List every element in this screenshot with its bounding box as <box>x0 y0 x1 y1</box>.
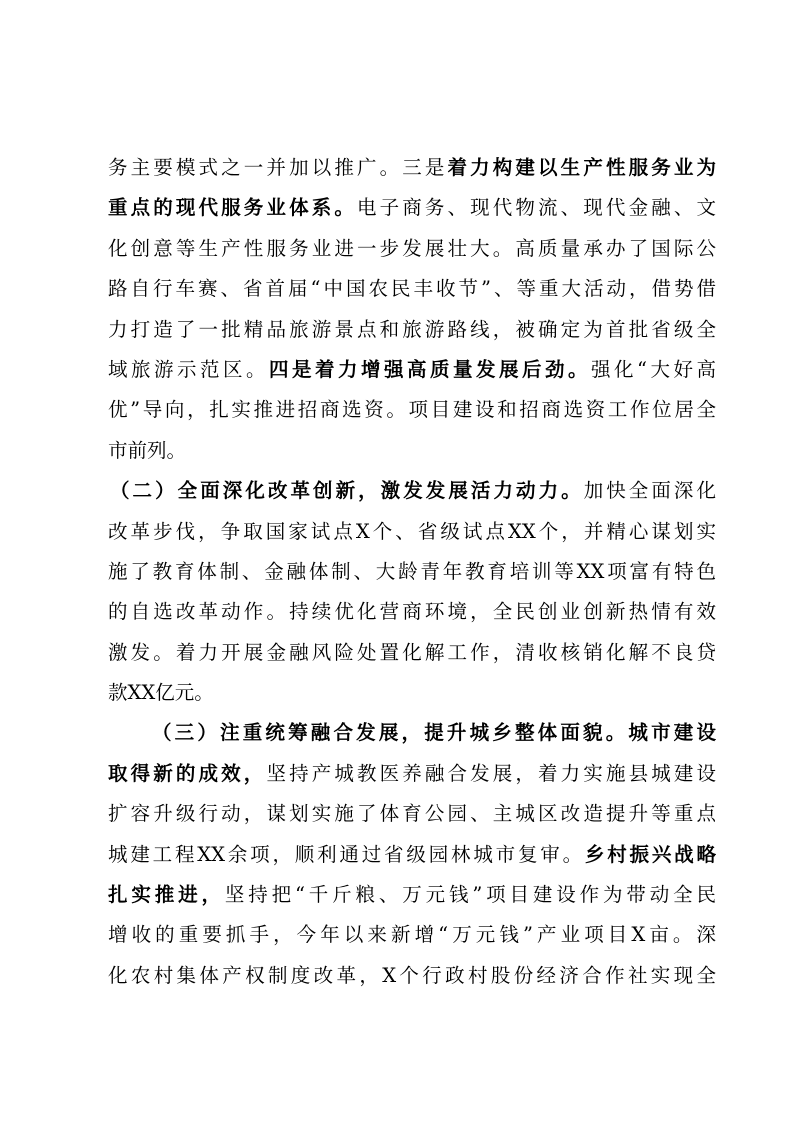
text-segment: 化农村集体产权制度改革，X个行政村股份经济合作社实现全 <box>108 963 716 987</box>
bold-text-segment: 重点的现代服务业体系。 <box>108 196 357 220</box>
text-segment: 增收的重要抓手，今年以来新增“万元钱”产业项目X亩。深 <box>108 923 716 947</box>
text-line <box>108 592 716 632</box>
text-segment: 坚持把“千斤粮、万元钱”项目建设作为带动全民 <box>224 883 716 907</box>
text-line <box>108 350 716 390</box>
text-segment: 力打造了一批精品旅游景点和旅游路线，被确定为首批省级全 <box>108 317 716 341</box>
bold-text-segment: 扎实推进， <box>108 883 225 907</box>
text-segment: 款XX亿元。 <box>108 681 214 705</box>
bold-text-segment: 取得新的成效， <box>108 761 267 785</box>
text-line <box>108 229 716 269</box>
bold-text-segment: （二）全面深化改革创新，激发发展活力动力。 <box>110 479 584 503</box>
text-segment: 电子商务、现代物流、现代金融、文 <box>356 196 716 220</box>
text-line <box>108 915 716 955</box>
text-line <box>108 713 716 753</box>
text-line <box>108 673 716 713</box>
text-line <box>108 835 716 875</box>
text-line <box>108 956 716 996</box>
text-line <box>108 188 716 228</box>
text-line <box>108 310 716 350</box>
text-segment: 强化“大好高 <box>591 357 716 381</box>
text-line <box>108 875 716 915</box>
text-segment: 务主要模式之一并加以推广。三是 <box>108 156 448 179</box>
text-segment: 扩容升级行动，谋划实施了体育公园、主城区改造提升等重点 <box>108 802 716 826</box>
text-line <box>108 471 716 511</box>
text-line <box>108 390 716 430</box>
text-segment: 优”导向，扎实推进招商选资。项目建设和招商选资工作位居全 <box>108 398 716 422</box>
text-line <box>108 794 716 834</box>
bold-text-segment: 乡村振兴战略 <box>584 842 716 866</box>
text-line <box>108 754 716 794</box>
text-segment: 施了教育体制、金融体制、大龄青年教育培训等XX项富有特色 <box>108 559 716 583</box>
bold-text-segment: 着力构建以生产性服务业为 <box>447 156 716 179</box>
text-segment: 的自选改革动作。持续优化营商环境，全民创业创新热情有效 <box>108 600 716 624</box>
document-body <box>108 148 716 996</box>
text-segment: 域旅游示范区。 <box>108 357 269 381</box>
text-line <box>108 552 716 592</box>
text-segment: 化创意等生产性服务业进一步发展壮大。高质量承办了国际公 <box>108 236 716 260</box>
text-line <box>108 512 716 552</box>
text-line <box>108 148 716 188</box>
text-line <box>108 633 716 673</box>
bold-text-segment: （三）注重统筹融合发展，提升城乡整体面貌。城市建设 <box>152 721 716 745</box>
text-segment: 城建工程XX余项，顺利通过省级园林城市复审。 <box>108 842 585 866</box>
text-segment: 市前列。 <box>108 438 187 462</box>
text-line <box>108 269 716 309</box>
text-segment: 坚持产城教医养融合发展，着力实施县城建设 <box>266 761 716 785</box>
text-segment: 加快全面深化 <box>583 479 716 503</box>
text-segment: 改革步伐，争取国家试点X个、省级试点XX个，并精心谋划实 <box>108 519 716 543</box>
bold-text-segment: 四是着力增强高质量发展后劲。 <box>269 357 591 381</box>
text-line <box>108 431 716 471</box>
text-segment: 激发。着力开展金融风险处置化解工作，清收核销化解不良贷 <box>108 640 716 664</box>
text-segment: 路自行车赛、省首届“中国农民丰收节”、等重大活动，借势借 <box>108 277 716 301</box>
